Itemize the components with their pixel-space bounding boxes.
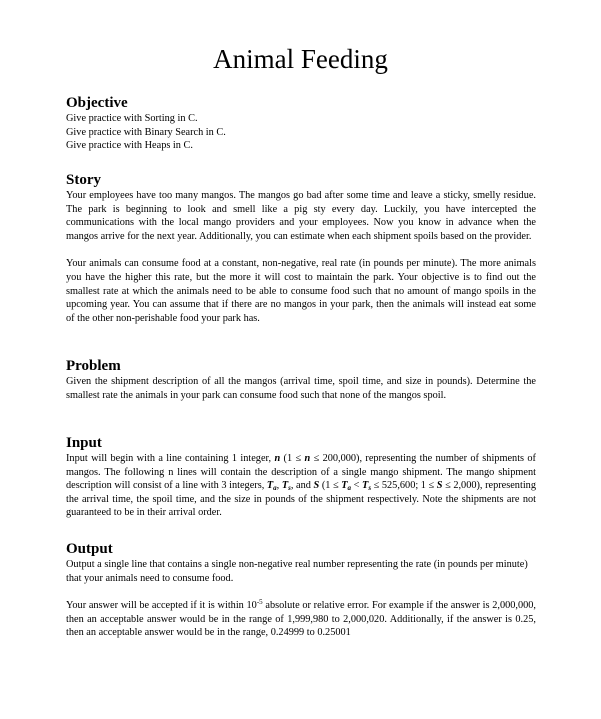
objective-line: Give practice with Sorting in C. [66, 113, 198, 124]
problem-paragraph: Given the shipment description of all the mangos (arrival time, spoil time, and size in pounds). Determine the smallest rate the animals in your park can consume food such that none of the mangos spoil. [66, 376, 536, 401]
objective-line: Give practice with Binary Search in C. [66, 126, 226, 138]
output-paragraph-1: Output a single line that contains a single non-negative real number representing the rate (in pounds per minute) that your animals need to consume food. [66, 559, 528, 584]
page-title: Animal Feeding [213, 44, 388, 74]
objective-section [66, 95, 536, 153]
story-paragraph-2: Your animals can consume food at a constant, non-negative, real rate (in pounds per minute). The more animals you have the higher this rate, but the more it will cost to maintain the park. Your objective is to find out the smallest rate at which the animals need to be able to consume food such that no amount of mango spoils in the upcoming year. You can assume that if there are no mangos in your park, then the animals will instead eat some of the other non-perishable food your park has. [66, 258, 536, 324]
var-n: n [274, 453, 281, 464]
exponent: -5 [256, 598, 263, 607]
objective-heading: Objective [66, 95, 128, 111]
output-paragraph-2: Your answer will be accepted if it is within $10^{-5}$ absolute or relative error. For example if the answer is 2,000,000, then an acceptable answer would be in the range of 1,999,980 to 2,000,020. Additionally, if the answer is 0.25, then an acceptable answer would be in the range, 0.24999 to 0.25001 [66, 598, 537, 639]
story-paragraph-1: Your employees have too many mangos. The mangos go bad after some time and leave a sticky, smelly residue. The park is beginning to look and smell like a pig sty every day. Luckily, you have intercepted the communications with the local mango providers and your employees. Now you know in advance when the mangos arrive for the next year. Additionally, you can estimate when each shipment spoils based on the provider. [66, 190, 536, 242]
input-paragraph: Input will begin with a line containing 1 integer, n (1 ≤ n ≤ 200,000), representing the number of shipments of mangos. The following n lines will contain the description of a single mango shipment. The mango shipment description will consist of a line with 3 integers, $T_a$, $T_s$, and S ($1 \le T_a < T_s \le 525,600$; 1 ≤ S ≤ 2,000), representing the arrival time, the spoil time, and the size in pounds of the shipment respectively. Note the shipments are not guaranteed to be in their arrival order. [66, 453, 536, 519]
problem-section [66, 358, 536, 402]
input-section [66, 435, 536, 520]
objective-line: Give practice with Heaps in C. [66, 140, 193, 152]
story-heading: Story [66, 172, 101, 188]
problem-heading: Problem [66, 358, 121, 374]
output-section [66, 541, 536, 640]
input-heading: Input [66, 435, 102, 451]
story-section [66, 172, 536, 325]
output-heading: Output [66, 541, 113, 557]
